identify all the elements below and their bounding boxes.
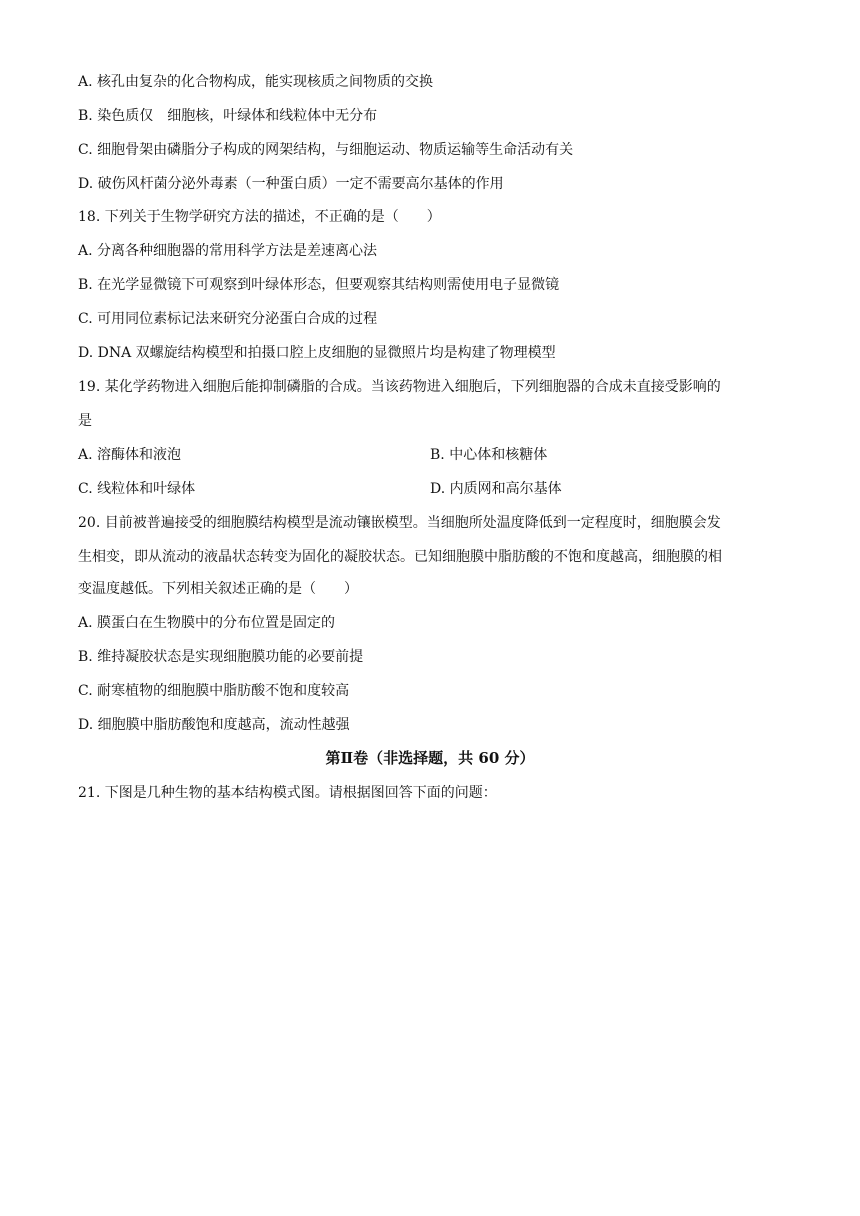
q19-stem-line1: 19. 某化学药物进入细胞后能抑制磷脂的合成。当该药物进入细胞后，下列细胞器的合成未直接受影响的	[78, 379, 721, 395]
q20-option-b: B. 维持凝胶状态是实现细胞膜功能的必要前提	[78, 649, 364, 665]
q20-option-a: A. 膜蛋白在生物膜中的分布位置是固定的	[78, 615, 336, 631]
q20-stem-line1: 20. 目前被普遍接受的细胞膜结构模型是流动镶嵌模型。当细胞所处温度降低到一定程度时，细胞膜会发	[78, 515, 721, 531]
section-2-title: 第Ⅱ卷（非选择题，共 60 分）	[325, 749, 535, 767]
q19-stem-line2: 是	[78, 413, 92, 429]
q17-option-b: B. 染色质仅 细胞核，叶绿体和线粒体中无分布	[78, 108, 378, 124]
q18-option-d: D. DNA 双螺旋结构模型和拍摄口腔上皮细胞的显微照片均是构建了物理模型	[78, 345, 556, 361]
q17-option-d: D. 破伤风杆菌分泌外毒素（一种蛋白质）一定不需要高尔基体的作用	[78, 176, 504, 192]
q18-option-a: A. 分离各种细胞器的常用科学方法是差速离心法	[78, 243, 378, 259]
q21-stem: 21. 下图是几种生物的基本结构模式图。请根据图回答下面的问题：	[78, 785, 497, 801]
q17-option-c: C. 细胞骨架由磷脂分子构成的网架结构，与细胞运动、物质运输等生命活动有关	[78, 142, 574, 158]
q18-option-c: C. 可用同位素标记法来研究分泌蛋白合成的过程	[78, 311, 378, 327]
q20-option-d: D. 细胞膜中脂肪酸饱和度越高，流动性越强	[78, 717, 350, 733]
q20-option-c: C. 耐寒植物的细胞膜中脂肪酸不饱和度较高	[78, 683, 350, 699]
q17-option-a: A. 核孔由复杂的化合物构成，能实现核质之间物质的交换	[78, 74, 434, 90]
q19-option-d: D. 内质网和高尔基体	[430, 481, 562, 497]
q20-stem-line3: 变温度越低。下列相关叙述正确的是（ ）	[78, 581, 358, 597]
q19-option-a: A. 溶酶体和液泡	[78, 447, 182, 463]
q19-option-c: C. 线粒体和叶绿体	[78, 481, 196, 497]
q18-stem: 18. 下列关于生物学研究方法的描述，不正确的是（ ）	[78, 209, 441, 225]
q20-stem-line2: 生相变，即从流动的液晶状态转变为固化的凝胶状态。已知细胞膜中脂肪酸的不饱和度越高，细胞膜的相	[78, 549, 722, 565]
q18-option-b: B. 在光学显微镜下可观察到叶绿体形态，但要观察其结构则需使用电子显微镜	[78, 277, 560, 293]
q19-option-b: B. 中心体和核糖体	[430, 447, 548, 463]
